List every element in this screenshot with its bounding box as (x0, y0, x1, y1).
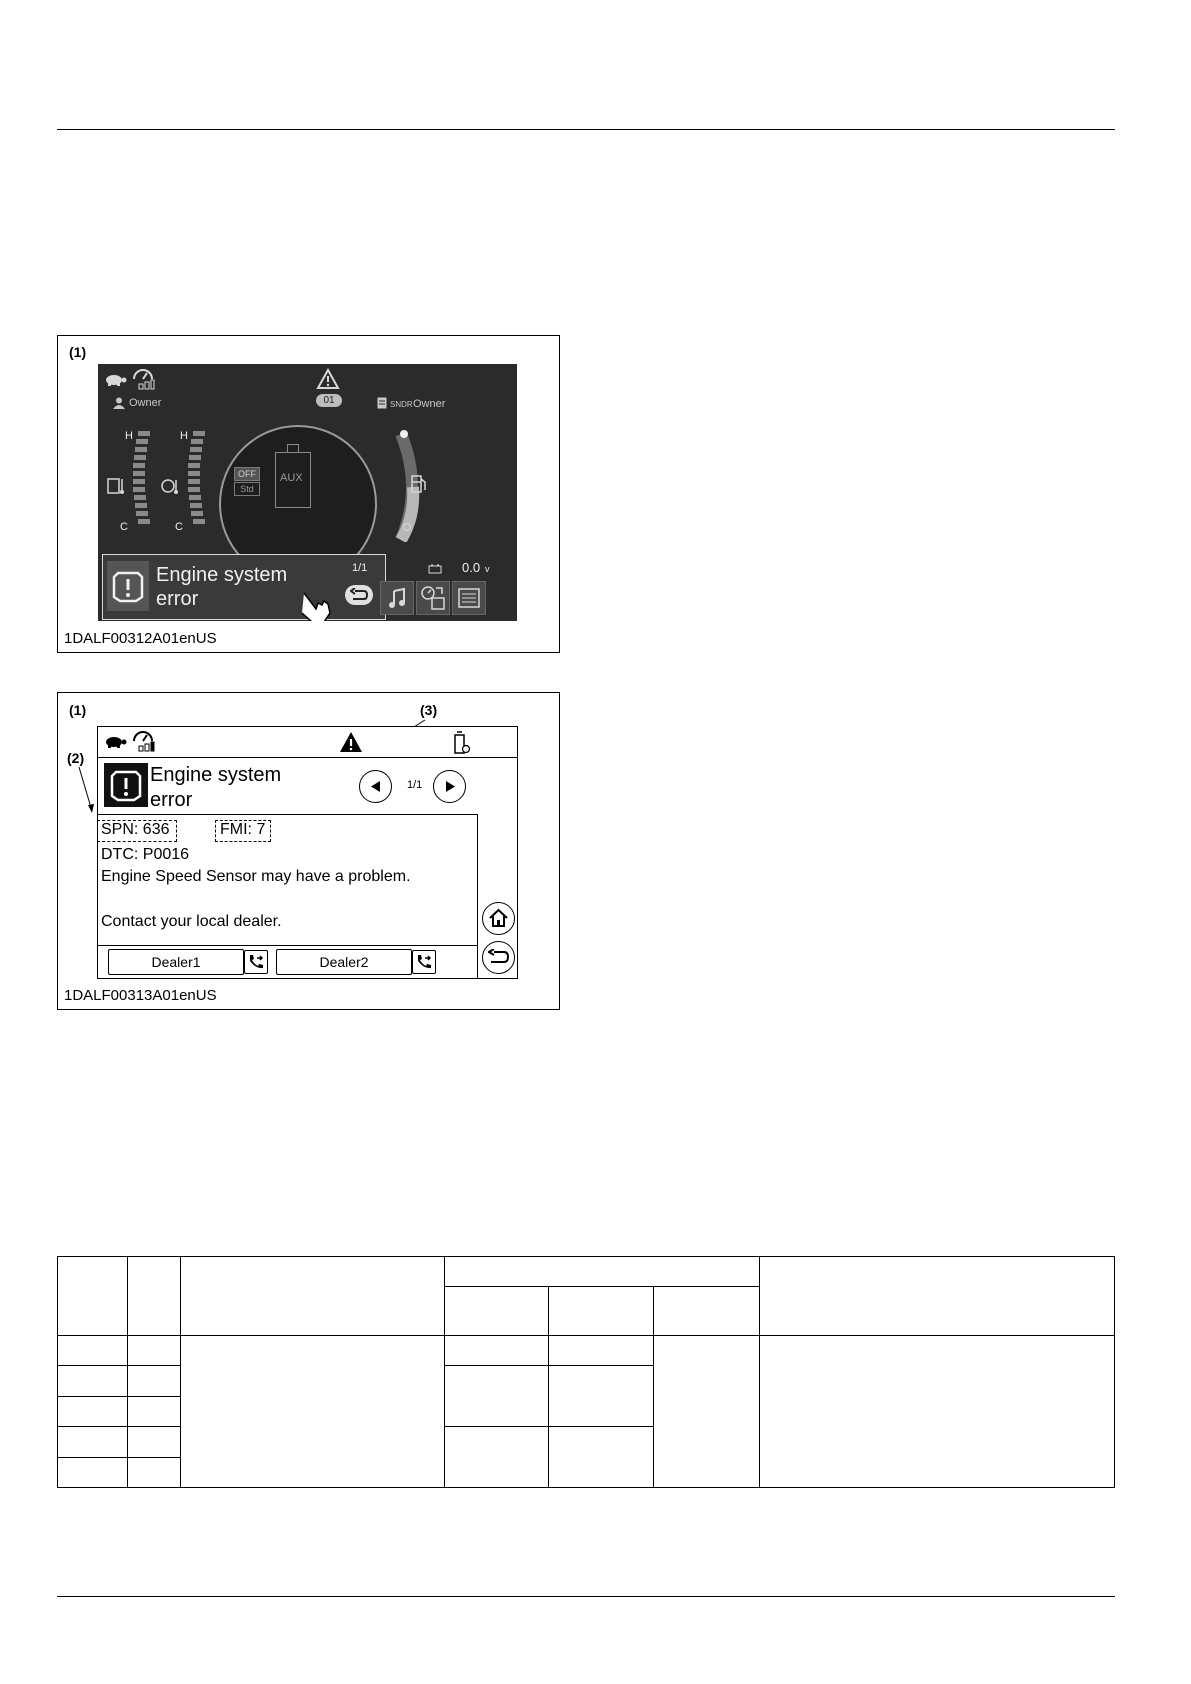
figure-1 (57, 335, 560, 653)
table-cell (549, 1336, 654, 1366)
voltage-value: 0.0 (462, 560, 481, 575)
home-icon (488, 908, 509, 928)
table-cell (127, 1427, 180, 1458)
table-cell (444, 1336, 549, 1366)
document-icon (377, 397, 387, 409)
header-rule (57, 129, 1115, 130)
turtle-icon (103, 373, 127, 387)
engine-speed-icon (131, 367, 155, 391)
music-note-icon (387, 587, 407, 609)
dealer2-call-button[interactable] (412, 950, 436, 974)
menu-button[interactable] (452, 581, 486, 615)
table-cell (127, 1336, 180, 1366)
table-cell (444, 1287, 549, 1336)
table-cell (58, 1257, 128, 1336)
table-cell (58, 1336, 128, 1366)
mode-off-badge: OFF (234, 467, 260, 481)
error-icon-box (104, 763, 148, 807)
fuel-filter-icon (453, 731, 471, 755)
figure-2-label-3: (3) (420, 702, 438, 718)
engine-error-popup[interactable] (102, 554, 386, 620)
table-cell (549, 1427, 654, 1488)
table-cell (444, 1427, 549, 1488)
table-cell (654, 1287, 760, 1336)
hand-pointer-icon (298, 589, 334, 621)
table-cell (180, 1257, 444, 1336)
dealer2-button[interactable]: Dealer2 (276, 949, 412, 975)
contact-message: Contact your local dealer. (101, 913, 282, 930)
monitor-error-detail-screen (97, 726, 518, 979)
figure-2-label-2: (2) (67, 750, 85, 766)
table-cell (654, 1336, 760, 1488)
fuel-pump-icon (410, 474, 428, 494)
aux-box-tab (287, 444, 299, 453)
error-title-line2: error (156, 588, 199, 610)
back-button[interactable] (482, 941, 515, 974)
dealer1-call-button[interactable] (244, 950, 268, 974)
error-title-line1: Engine system (150, 764, 282, 786)
fuel-full-dot-icon (399, 429, 409, 439)
table-cell (180, 1336, 444, 1488)
table-cell (127, 1366, 180, 1397)
footer-rule (57, 1596, 1115, 1597)
sndr-label: SNDR (390, 400, 413, 409)
error-icon-box (107, 561, 149, 611)
table-cell (58, 1366, 128, 1397)
warning-icon (339, 731, 363, 753)
table-cell (549, 1366, 654, 1427)
table-cell (127, 1397, 180, 1427)
back-arrow-icon (350, 588, 368, 602)
voltage-unit: v (485, 564, 490, 574)
previous-page-button[interactable] (359, 770, 392, 803)
fuel-empty-dot-icon (402, 522, 412, 532)
menu-list-icon (458, 588, 480, 608)
table-cell (127, 1458, 180, 1488)
owner-left-label: Owner (129, 397, 162, 409)
monitor-home-screen (98, 364, 517, 621)
turtle-icon (103, 735, 127, 749)
figure-1-caption: 1DALF00312A01enUS (64, 630, 217, 647)
error-title-line1: Engine system (156, 564, 288, 586)
popup-back-button[interactable] (345, 585, 373, 605)
content-right-divider (477, 814, 478, 978)
back-arrow-icon (488, 949, 509, 965)
figure-2 (57, 692, 560, 1010)
specification-table (57, 1256, 1115, 1488)
gauge1-hot-label: H (125, 430, 133, 442)
dealer-row-divider (98, 945, 477, 946)
battery-icon (428, 564, 442, 574)
page-indicator: 1/1 (407, 779, 423, 791)
table-cell (58, 1397, 128, 1427)
music-button[interactable] (380, 581, 414, 615)
table-cell (549, 1287, 654, 1336)
user-icon (113, 397, 125, 409)
spn-value: SPN: 636 (101, 821, 170, 838)
fmi-value: FMI: 7 (220, 821, 266, 838)
header-divider (98, 757, 517, 758)
figure-1-label: (1) (69, 344, 87, 360)
table-header-row (58, 1257, 1115, 1287)
dtc-value: DTC: P0016 (101, 846, 190, 863)
next-page-button[interactable] (433, 770, 466, 803)
gauge2-hot-label: H (180, 430, 188, 442)
gauge2-cold-label: C (175, 521, 183, 533)
owner-right-label: Owner (413, 398, 446, 410)
figure-2-label-1: (1) (69, 702, 87, 718)
meter-switch-button[interactable] (416, 581, 450, 615)
coolant-temperature-icon (106, 476, 126, 496)
dealer1-button[interactable]: Dealer1 (108, 949, 244, 975)
triangle-right-icon (444, 780, 457, 793)
engine-error-icon (112, 569, 144, 603)
hydraulic-oil-temperature-icon (160, 476, 180, 496)
engine-speed-icon (131, 729, 155, 753)
table-row (58, 1336, 1115, 1366)
table-cell (760, 1336, 1115, 1488)
error-header-divider (98, 814, 477, 815)
warning-count-badge: 01 (316, 394, 342, 407)
phone-forward-icon (415, 953, 433, 971)
error-title-line2: error (150, 789, 193, 811)
table-cell (58, 1427, 128, 1458)
table-cell (58, 1458, 128, 1488)
triangle-left-icon (369, 780, 382, 793)
table-cell (760, 1257, 1115, 1336)
figure-2-caption: 1DALF00313A01enUS (64, 987, 217, 1004)
phone-forward-icon (247, 953, 265, 971)
table-cell (444, 1257, 760, 1287)
gauge1-cold-label: C (120, 521, 128, 533)
aux-label: AUX (280, 472, 303, 484)
error-message: Engine Speed Sensor may have a problem. (101, 868, 411, 885)
home-button[interactable] (482, 902, 515, 935)
engine-error-icon (110, 768, 142, 802)
meter-switch-icon (420, 585, 446, 611)
mode-std-badge: Std (234, 482, 260, 496)
popup-page-indicator: 1/1 (352, 562, 368, 574)
table-cell (127, 1257, 180, 1336)
warning-icon (316, 368, 340, 390)
table-cell (444, 1366, 549, 1427)
